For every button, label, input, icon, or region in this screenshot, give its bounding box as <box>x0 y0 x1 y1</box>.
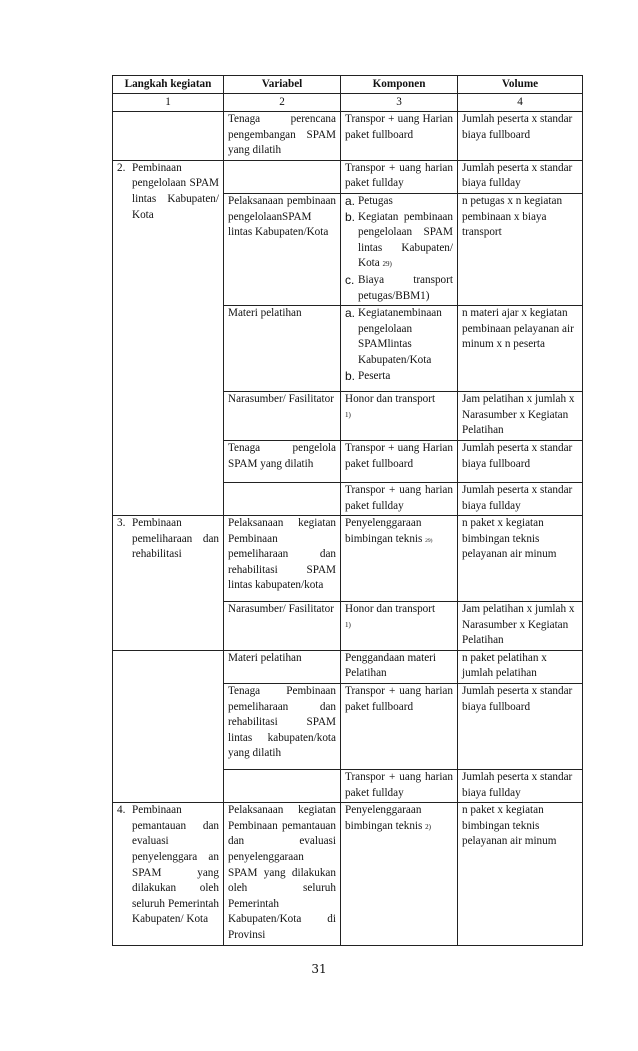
komponen-cell: Transpor + uang harian paket fullday <box>341 160 458 193</box>
variabel-cell-empty <box>224 482 341 515</box>
list-item: a. Kegiatanembinaan pengelolaan SPAMlintas Kabupaten/Kota <box>345 306 442 366</box>
table-row <box>113 650 583 683</box>
langkah-cell-step4 <box>113 803 224 945</box>
komponen-cell: Honor dan transport 1) <box>341 392 458 441</box>
variabel-cell-empty <box>224 160 341 193</box>
komponen-cell: Transpor + uang harian paket fullday <box>341 770 458 803</box>
footnote-ref: 2) <box>425 822 432 831</box>
table-row <box>113 112 583 161</box>
header-variabel: Variabel <box>224 76 341 94</box>
variabel-cell: Pelaksanaan pembinaan pengelolaanSPAM lintas Kabupaten/Kota <box>224 193 341 305</box>
step-label: Pembinaan pemeliharaan dan rehabilitasi <box>132 517 219 561</box>
komponen-cell: Transpor + uang harian paket fullday <box>341 482 458 515</box>
column-number: 4 <box>458 94 583 112</box>
table-row <box>113 160 583 193</box>
list-item: b. Kegiatan pembinaan pengelolaan SPAM lintas Kabupaten/ Kota 29) <box>345 209 453 270</box>
step-number: 4. <box>117 804 126 817</box>
komponen-cell: Transpor + uang Harian paket fullboard <box>341 440 458 482</box>
komponen-cell: Honor dan transport 1) <box>341 602 458 651</box>
step-number: 2. <box>117 161 126 174</box>
step-number: 3. <box>117 517 126 530</box>
volume-cell: Jam pelatihan x jumlah x Narasumber x Kegiatan Pelatihan <box>458 602 583 651</box>
volume-cell: Jam pelatihan x jumlah x Narasumber x Kegiatan Pelatihan <box>458 392 583 441</box>
langkah-cell-empty <box>113 650 224 802</box>
activity-table <box>112 75 583 946</box>
header-row <box>113 76 583 94</box>
header-komponen: Komponen <box>341 76 458 94</box>
komponen-cell: Transpor + uang harian paket fullboard <box>341 684 458 770</box>
column-number: 3 <box>341 94 458 112</box>
komponen-cell: Penyelenggaraan bimbingan teknis 2) <box>341 803 458 945</box>
list-item: b. Peserta <box>345 368 391 383</box>
footnote-ref: 1) <box>345 410 351 419</box>
header-langkah: Langkah kegiatan <box>113 76 224 94</box>
variabel-cell: Pelaksanaan kegiatan Pembinaan pemeliharaan dan rehabilitasi SPAM lintas kabupaten/kota <box>224 516 341 602</box>
variabel-cell: Pelaksanaan kegiatan Pembinaan pemantauan dan evaluasi penyelenggaraan SPAM yang dilakukan oleh seluruh Pemerintah Kabupaten/Kota di Provinsi <box>224 803 341 945</box>
step-label: Pembinaan pemantauan dan evaluasi penyelenggara an SPAM yang dilakukan oleh seluruh Pemerintah Kabupaten/ Kota <box>132 804 219 926</box>
column-number: 1 <box>113 94 224 112</box>
variabel-cell-empty <box>224 770 341 803</box>
variabel-cell: Materi pelatihan <box>224 650 341 683</box>
volume-cell: n paket x kegiatan bimbingan teknis pelayanan air minum <box>458 516 583 602</box>
variabel-cell: Tenaga Pembinaan pemeliharaan dan rehabilitasi SPAM lintas kabupaten/kota yang dilatih <box>224 684 341 770</box>
footnote-ref: 29) <box>382 260 392 269</box>
table-row <box>113 516 583 602</box>
footnote-ref: 1) <box>345 620 351 629</box>
variabel-cell: Narasumber/ Fasilitator <box>224 392 341 441</box>
volume-cell: n materi ajar x kegiatan pembinaan pelayanan air minum x n peserta <box>458 306 583 392</box>
table-row <box>113 803 583 945</box>
volume-cell: n paket x kegiatan bimbingan teknis pelayanan air minum <box>458 803 583 945</box>
list-item: a. Petugas <box>345 193 393 208</box>
komponen-cell: Transpor + uang Harian paket fullboard <box>341 112 458 161</box>
header-volume: Volume <box>458 76 583 94</box>
komponen-cell: Penggandaan materi Pelatihan <box>341 650 458 683</box>
column-number: 2 <box>224 94 341 112</box>
volume-cell: n paket pelatihan x jumlah pelatihan <box>458 650 583 683</box>
komponen-cell <box>341 193 458 305</box>
page-number: 31 <box>311 962 327 976</box>
column-number-row <box>113 94 583 112</box>
volume-cell: Jumlah peserta x standar biaya fullboard <box>458 112 583 161</box>
langkah-cell-step2 <box>113 160 224 515</box>
volume-cell: Jumlah peserta x standar biaya fullday <box>458 482 583 515</box>
komponen-list <box>345 194 453 304</box>
step-label: Pembinaan pengelolaan SPAM lintas Kabupaten/ Kota <box>132 161 219 221</box>
langkah-cell-empty <box>113 112 224 161</box>
komponen-cell: Penyelenggaraan bimbingan teknis 29) <box>341 516 458 602</box>
footnote-ref: 29) <box>425 537 433 544</box>
volume-cell: Jumlah peserta x standar biaya fullday <box>458 770 583 803</box>
variabel-cell: Narasumber/ Fasilitator <box>224 602 341 651</box>
komponen-cell <box>341 306 458 392</box>
list-item: c. Biaya transport petugas/BBM1) <box>345 272 453 302</box>
langkah-cell-step3 <box>113 516 224 651</box>
komponen-list <box>345 306 453 384</box>
variabel-cell: Tenaga pengelola SPAM yang dilatih <box>224 440 341 482</box>
variabel-cell: Materi pelatihan <box>224 306 341 392</box>
volume-cell: Jumlah peserta x standar biaya fullday <box>458 160 583 193</box>
variabel-cell: Tenaga perencana pengembangan SPAM yang dilatih <box>224 112 341 161</box>
volume-cell: Jumlah peserta x standar biaya fullboard <box>458 684 583 770</box>
volume-cell: Jumlah peserta x standar biaya fullboard <box>458 440 583 482</box>
volume-cell: n petugas x n kegiatan pembinaan x biaya transport <box>458 193 583 305</box>
